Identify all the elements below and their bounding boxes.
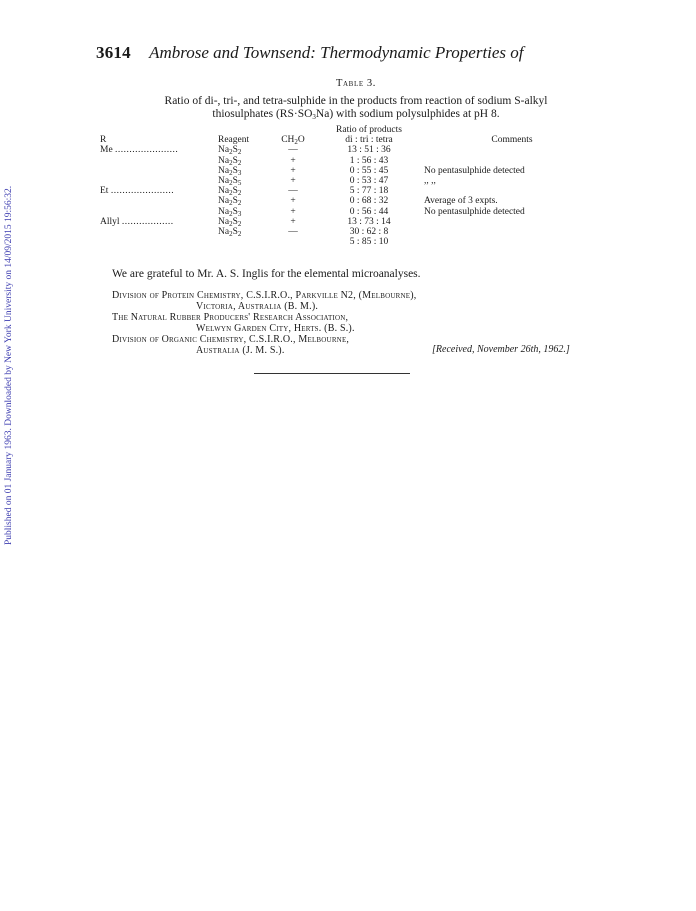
cell-r [100, 145, 218, 155]
reagent-s: S [232, 155, 238, 166]
affiliation-line: The Natural Rubber Producers' Research Association, [112, 312, 349, 323]
cell-comment: ,, ,, [424, 176, 436, 187]
table-row [100, 145, 600, 155]
reagent-sub-2: 5 [237, 179, 242, 188]
cell-ratio: 0 : 68 : 32 [349, 196, 389, 207]
table-row [100, 217, 600, 227]
cell-r [100, 176, 218, 186]
table-row [100, 207, 600, 217]
r-label: Allyl [100, 216, 120, 227]
cell-reagent [218, 196, 272, 206]
cell-r [100, 237, 218, 247]
cell-reagent [218, 207, 272, 217]
reagent-sub-1: 2 [229, 219, 233, 228]
reagent-sub-1: 2 [229, 209, 233, 218]
cell-comment: No pentasulphide detected [424, 206, 525, 217]
affiliation-line: Australia (J. M. S.). [196, 345, 285, 356]
cell-reagent [218, 237, 272, 247]
cell-ch2o: + [290, 165, 296, 176]
acknowledgement: We are grateful to Mr. A. S. Inglis for the elemental microanalyses. [112, 268, 421, 280]
cell-r [100, 217, 218, 227]
cell-ratio: 0 : 55 : 45 [349, 165, 389, 176]
table-body [100, 145, 600, 247]
reagent-na: Na [218, 176, 230, 187]
reagent-na: Na [218, 216, 230, 227]
r-label: Me [100, 145, 113, 156]
cell-ch2o [272, 237, 314, 247]
table-row [100, 227, 600, 237]
leader-dots: .................. [121, 216, 174, 227]
col-header-reagent: Reagent [218, 135, 250, 146]
col-header-comments: Comments [491, 135, 533, 146]
header-row-top [100, 125, 600, 135]
leader-dots: ...................... [110, 186, 175, 197]
cell-r [100, 156, 218, 166]
cell-comment: Average of 3 expts. [424, 196, 498, 207]
cell-r [100, 186, 218, 196]
cell-r [100, 196, 218, 206]
reagent-s: S [232, 196, 238, 207]
reagent-sub-1: 2 [229, 199, 233, 208]
reagent-sub-2: 3 [237, 209, 242, 218]
cell-ratio: 13 : 73 : 14 [347, 216, 391, 227]
cell-ratio: 5 : 77 : 18 [349, 186, 389, 197]
reagent-sub-2: 2 [237, 230, 242, 239]
running-title: Ambrose and Townsend: Thermodynamic Properties of [149, 43, 524, 62]
col-header-ch2o [272, 135, 314, 145]
ch2o-main: CH [281, 135, 295, 146]
cell-reagent [218, 166, 272, 176]
reagent-sub-1: 2 [229, 230, 233, 239]
reagent-s: S [232, 216, 238, 227]
cell-ch2o: + [290, 176, 296, 187]
reagent-na: Na [218, 206, 230, 217]
col-header-r: R [100, 135, 107, 146]
cell-ratio: 13 : 51 : 36 [347, 145, 391, 156]
ratio-group-header: Ratio of products [336, 125, 402, 135]
r-label: Et [100, 186, 109, 197]
affiliation-line: Victoria, Australia (B. M.). [196, 301, 319, 312]
cell-reagent [218, 217, 272, 227]
reagent-na: Na [218, 186, 230, 197]
download-notice: Published on 01 January 1963. Downloaded by New York University on 14/09/2015 19:56:32. [4, 185, 14, 545]
caption-line-1: Ratio of di-, tri-, and tetra-sulphide in the products from reaction of sodium S-alkyl [164, 95, 548, 107]
header-row [100, 135, 600, 145]
cell-reagent [218, 176, 272, 186]
cell-comment [424, 156, 600, 166]
cell-comment [424, 237, 600, 247]
affiliation-line: Division of Organic Chemistry, C.S.I.R.O., Melbourne, [112, 334, 350, 345]
reagent-s: S [232, 227, 238, 238]
results-table [100, 125, 600, 247]
table-row [100, 186, 600, 196]
leader-dots: ...................... [115, 145, 179, 156]
affiliation-line: Division of Protein Chemistry, C.S.I.R.O., Parkville N2, (Melbourne), [112, 290, 417, 301]
cell-ch2o: + [290, 216, 296, 227]
cell-ratio: 0 : 56 : 44 [349, 206, 389, 217]
table-row [100, 166, 600, 176]
cell-r [100, 166, 218, 176]
table-row [100, 196, 600, 206]
caption-subscript: 3 [312, 113, 316, 121]
cell-comment [424, 217, 600, 227]
table-row [100, 237, 600, 247]
reagent-sub-1: 2 [229, 148, 233, 157]
reagent-s: S [232, 186, 238, 197]
reagent-na: Na [218, 196, 230, 207]
table-row [100, 156, 600, 166]
end-rule [254, 373, 410, 374]
cell-ratio: 0 : 53 : 47 [349, 176, 389, 187]
cell-r [100, 227, 218, 237]
cell-comment: No pentasulphide detected [424, 165, 525, 176]
cell-reagent [218, 186, 272, 196]
reagent-sub-2: 3 [237, 168, 242, 177]
reagent-na: Na [218, 155, 230, 166]
caption-line-2-start: thiosulphates (RS·SO [212, 108, 313, 120]
page-header [96, 43, 556, 63]
reagent-na: Na [218, 145, 230, 156]
cell-ch2o: — [288, 186, 298, 197]
caption-line-2 [100, 108, 612, 121]
reagent-s: S [232, 176, 238, 187]
reagent-sub-1: 2 [229, 168, 233, 177]
ch2o-tail: O [297, 135, 305, 146]
cell-reagent [218, 227, 272, 237]
reagent-s: S [232, 145, 238, 156]
col-header-ratio: di : tri : tetra [345, 135, 393, 146]
cell-ratio: 30 : 62 : 8 [349, 227, 389, 238]
reagent-sub-2: 2 [237, 199, 242, 208]
cell-ch2o: — [288, 227, 298, 238]
cell-comment [424, 227, 600, 237]
reagent-sub-2: 2 [237, 219, 242, 228]
reagent-sub-2: 2 [237, 148, 242, 157]
table-label: Table 3. [336, 78, 376, 89]
table-row [100, 176, 600, 186]
received-date: [Received, November 26th, 1962.] [432, 344, 570, 355]
reagent-s: S [232, 206, 238, 217]
cell-reagent [218, 156, 272, 166]
caption-line-2-end: Na) with sodium polysulphides at pH 8. [315, 108, 500, 120]
cell-comment [424, 145, 600, 155]
reagent-sub-1: 2 [229, 179, 233, 188]
cell-ch2o: — [288, 145, 298, 156]
affiliation-line: Welwyn Garden City, Herts. (B. S.). [196, 323, 355, 334]
cell-ratio: 5 : 85 : 10 [349, 237, 389, 248]
cell-ch2o: + [290, 206, 296, 217]
table-caption [100, 95, 612, 121]
reagent-s: S [232, 165, 238, 176]
page-number: 3614 [96, 43, 131, 62]
reagent-na: Na [218, 227, 230, 238]
cell-ratio: 1 : 56 : 43 [349, 155, 389, 166]
cell-ch2o: + [290, 196, 296, 207]
cell-ch2o: + [290, 155, 296, 166]
reagent-sub-1: 2 [229, 158, 233, 167]
reagent-sub-2: 2 [237, 189, 242, 198]
reagent-sub-2: 2 [237, 158, 242, 167]
cell-comment [424, 186, 600, 196]
cell-r [100, 207, 218, 217]
reagent-na: Na [218, 165, 230, 176]
cell-reagent [218, 145, 272, 155]
reagent-sub-1: 2 [229, 189, 233, 198]
ch2o-sub: 2 [294, 138, 298, 147]
